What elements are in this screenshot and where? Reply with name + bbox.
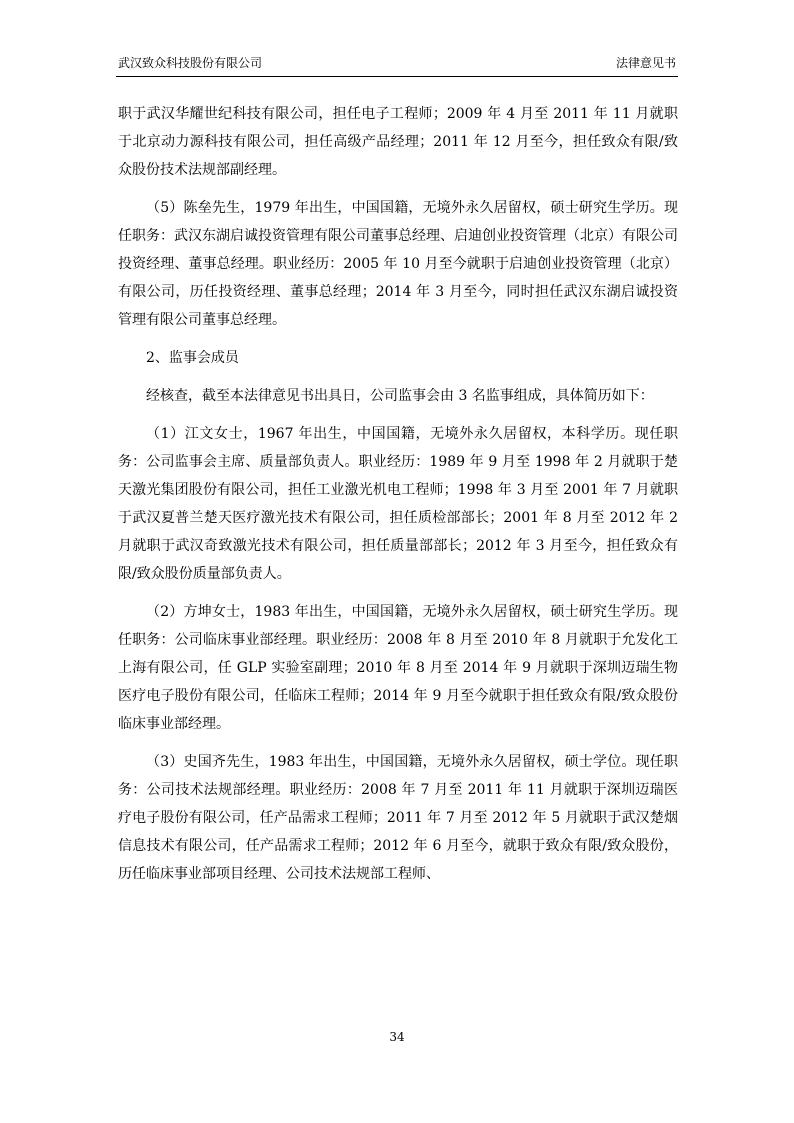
paragraph-supervisors-intro: 经核查，截至本法律意见书出具日，公司监事会由 3 名监事组成，具体简历如下： [146,388,654,404]
paragraph-continuation: 职于武汉华耀世纪科技有限公司，担任电子工程师；2009 年 4 月至 2011 年 11 月就职于北京动力源科技有限公司，担任高级产品经理；2011 年 12 月至今，担任致众有限/致众股份技术法规部副经理。 [118,106,678,178]
page-number: 34 [389,1030,405,1044]
header-company-name: 武汉致众科技股份有限公司 [118,56,263,70]
section-heading-supervisors: 2、监事会成员 [146,350,239,366]
paragraph-director-5: （5）陈垒先生，1979 年出生，中国国籍，无境外永久居留权，硕士研究生学历。现任职务：武汉东湖启诚投资管理有限公司董事总经理、启迪创业投资管理（北京）有限公司投资经理、董事总经理。职业经历：2005 年 10 月至今就职于启迪创业投资管理（北京）有限公司，历任投资经理、董事总经理；2014 年 3 月至今，同时担任武汉东湖启诚投资管理有限公司董事总经理。 [118,200,678,328]
page-header [118,54,676,76]
paragraph-supervisor-1: （1）江文女士，1967 年出生，中国国籍，无境外永久居留权，本科学历。现任职务：公司监事会主席、质量部负责人。职业经历：1989 年 9 月至 1998 年 2 月就职于楚天激光集团股份有限公司，担任工业激光机电工程师；1998 年 3 月至 2001 年 7 月就职于武汉夏普兰楚天医疗激光技术有限公司，担任质检部部长；2001 年 8 月至 2012 年 2 月就职于武汉奇致激光技术有限公司，担任质量部部长；2012 年 3 月至今，担任致众有限/致众股份质量部负责人。 [118,426,678,582]
header-document-type: 法律意见书 [615,56,676,70]
header-divider [116,76,678,77]
document-body [118,100,678,898]
paragraph-supervisor-3: （3）史国齐先生，1983 年出生，中国国籍，无境外永久居留权，硕士学位。现任职务：公司技术法规部经理。职业经历：2008 年 7 月至 2011 年 11 月就职于深圳迈瑞医疗电子股份有限公司，任产品需求工程师；2011 年 7 月至 2012 年 5 月就职于武汉楚烟信息技术有限公司，任产品需求工程师；2012 年 6 月至今，就职于致众有限/致众股份，历任临床事业部项目经理、公司技术法规部工程师、 [118,754,678,882]
paragraph-supervisor-2: （2）方坤女士，1983 年出生，中国国籍，无境外永久居留权，硕士研究生学历。现任职务：公司临床事业部经理。职业经历：2008 年 8 月至 2010 年 8 月就职于允发化工上海有限公司，任 GLP 实验室副理；2010 年 8 月至 2014 年 9 月就职于深圳迈瑞生物医疗电子股份有限公司，任临床工程师；2014 年 9 月至今就职于担任致众有限/致众股份临床事业部经理。 [118,604,678,732]
